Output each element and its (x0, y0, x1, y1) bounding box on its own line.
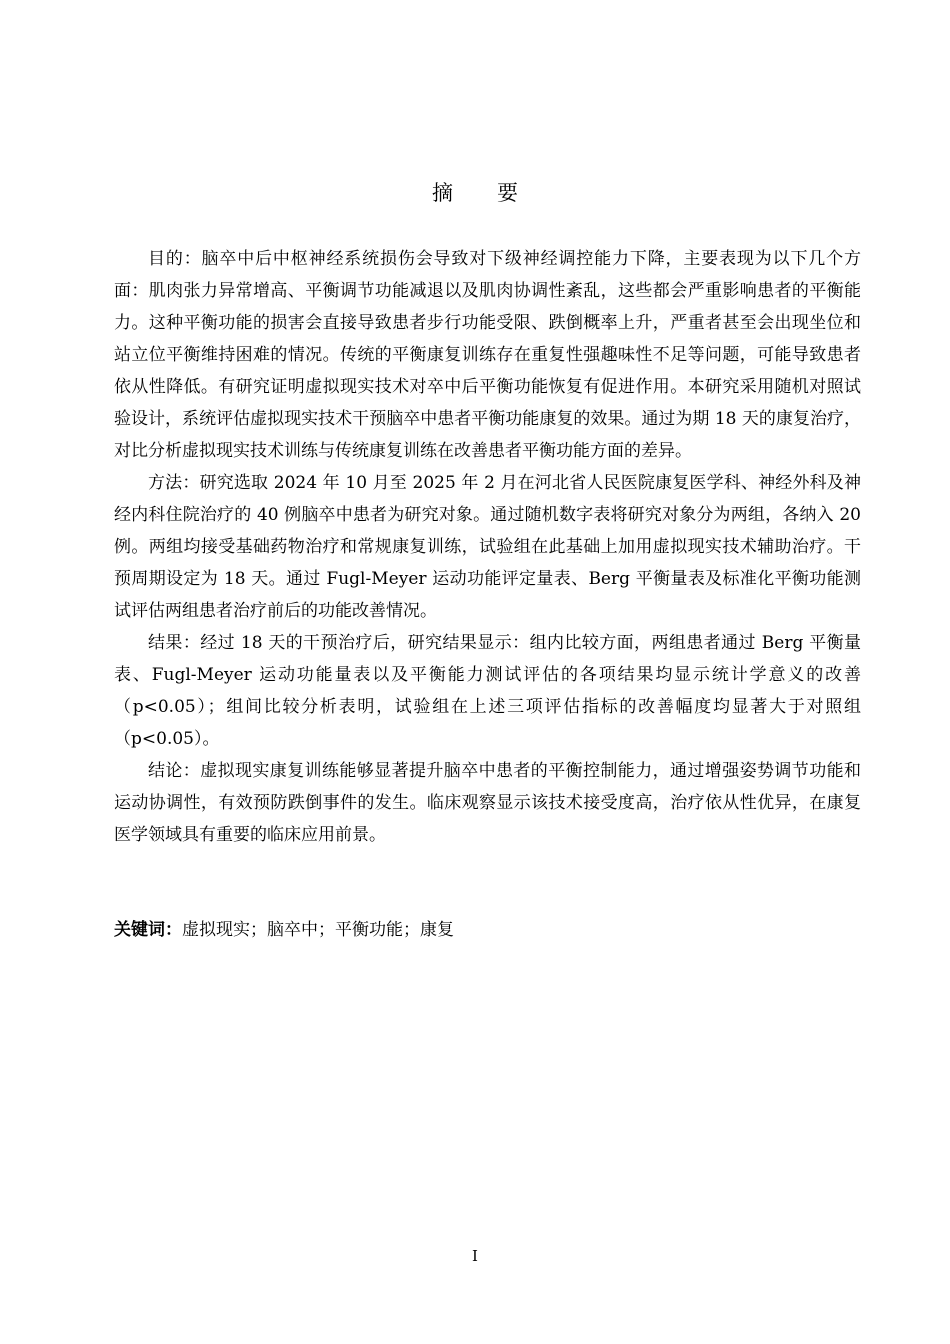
paragraph-objective: 目的：脑卒中后中枢神经系统损伤会导致对下级神经调控能力下降，主要表现为以下几个方面：肌肉张力异常增高、平衡调节功能减退以及肌肉协调性紊乱，这些都会严重影响患者的平衡能力。这种平衡功能的损害会直接导致患者步行功能受限、跌倒概率上升，严重者甚至会出现坐位和站立位平衡维持困难的情况。传统的平衡康复训练存在重复性强趣味性不足等问题，可能导致患者依从性降低。有研究证明虚拟现实技术对卒中后平衡功能恢复有促进作用。本研究采用随机对照试验设计，系统评估虚拟现实技术干预脑卒中患者平衡功能康复的效果。通过为期 18 天的康复治疗，对比分析虚拟现实技术训练与传统康复训练在改善患者平衡功能方面的差异。 (114, 249, 861, 461)
paragraph-conclusion: 结论：虚拟现实康复训练能够显著提升脑卒中患者的平衡控制能力，通过增强姿势调节功能和运动协调性，有效预防跌倒事件的发生。临床观察显示该技术接受度高，治疗依从性优异，在康复医学领域具有重要的临床应用前景。 (114, 761, 861, 845)
page-number: I (472, 1247, 478, 1265)
abstract-title: 摘要 (432, 181, 562, 205)
paragraph-results: 结果：经过 18 天的干预治疗后，研究结果显示：组内比较方面，两组患者通过 Berg 平衡量表、Fugl-Meyer 运动功能量表以及平衡能力测试评估的各项结果均显示统计学意义的改善（p<0.05）；组间比较分析表明，试验组在上述三项评估指标的改善幅度均显著大于对照组（p<0.05）。 (114, 633, 861, 749)
keywords-label: 关键词： (114, 920, 182, 940)
paragraph-methods: 方法：研究选取 2024 年 10 月至 2025 年 2 月在河北省人民医院康复医学科、神经外科及神经内科住院治疗的 40 例脑卒中患者为研究对象。通过随机数字表将研究对象分为两组，各纳入 20 例。两组均接受基础药物治疗和常规康复训练，试验组在此基础上加用虚拟现实技术辅助治疗。干预周期设定为 18 天。通过 Fugl-Meyer 运动功能评定量表、Berg 平衡量表及标准化平衡功能测试评估两组患者治疗前后的功能改善情况。 (114, 473, 861, 621)
abstract-body (114, 243, 861, 851)
keywords-line (114, 914, 861, 946)
keywords-list: 虚拟现实；脑卒中；平衡功能；康复 (182, 920, 454, 940)
